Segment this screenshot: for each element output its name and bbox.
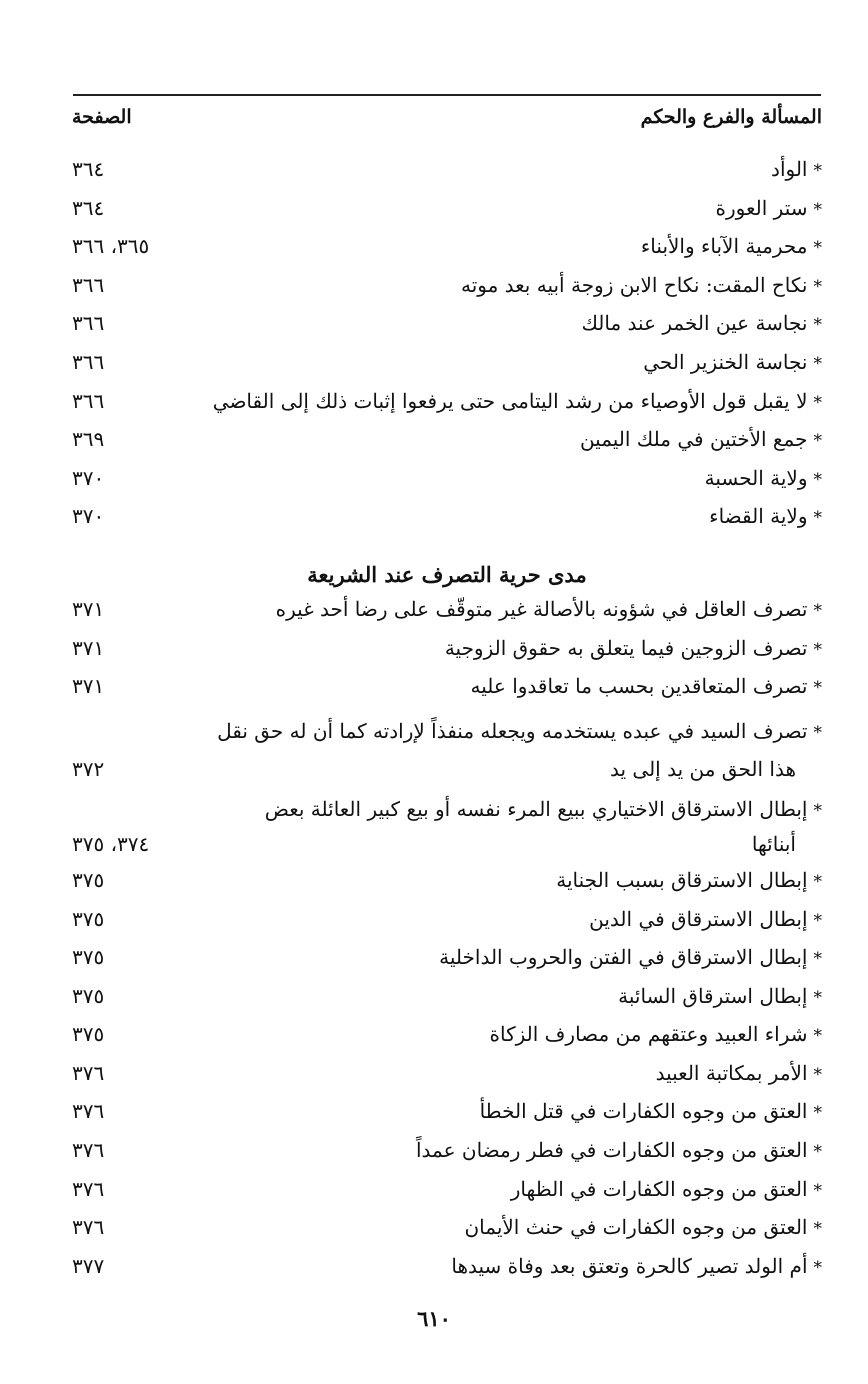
asterisk-bullet-icon: * <box>813 640 822 660</box>
asterisk-bullet-icon: * <box>813 872 822 892</box>
asterisk-bullet-icon: * <box>813 470 822 490</box>
index-entry <box>72 592 822 626</box>
entry-text: شراء العبيد وعتقهم من مصارف الزكاة <box>489 1022 808 1046</box>
entry-text-line <box>464 1210 822 1246</box>
index-entry <box>72 1056 822 1090</box>
index-entry <box>72 268 822 302</box>
entry-page-numbers: ٣٧٥ <box>72 907 105 931</box>
entry-page-numbers: ٣٧٥ <box>72 1022 105 1046</box>
entry-page-numbers: ٣٧١ <box>72 597 105 621</box>
entry-text-line <box>217 714 822 750</box>
entry-text-line <box>213 384 822 420</box>
index-entry <box>72 499 822 533</box>
entry-page-numbers: ٣٧٢ <box>72 757 105 781</box>
asterisk-bullet-icon: * <box>813 1258 822 1278</box>
asterisk-bullet-icon: * <box>813 1103 822 1123</box>
index-entry <box>72 1094 822 1128</box>
asterisk-bullet-icon: * <box>813 678 822 698</box>
entry-page-numbers: ٣٧٦ <box>72 1061 105 1085</box>
entry-text: جمع الأختين في ملك اليمين <box>579 427 808 451</box>
entry-text: إبطال استرقاق السائبة <box>618 984 808 1008</box>
entry-text: تصرف السيد في عبده يستخدمه ويجعله منفذاً لإرادته كما أن له حق نقل <box>217 719 808 743</box>
asterisk-bullet-icon: * <box>813 801 822 821</box>
index-entry <box>72 863 822 897</box>
index-entry <box>72 792 822 856</box>
entry-text-line <box>480 1094 822 1130</box>
asterisk-bullet-icon: * <box>813 277 822 297</box>
entry-page-numbers: ٣٦٩ <box>72 427 105 451</box>
entry-text: إبطال الاسترقاق الاختياري ببيع المرء نفسه أو بيع كبير العائلة بعض <box>264 797 808 821</box>
asterisk-bullet-icon: * <box>813 200 822 220</box>
page-number: ٦١٠ <box>417 1306 451 1331</box>
entry-page-numbers: ٣٦٤ <box>72 196 105 220</box>
entry-page-numbers: ٣٦٤ <box>72 157 105 181</box>
asterisk-bullet-icon: * <box>813 238 822 258</box>
index-entry <box>72 1172 822 1206</box>
entry-text-line <box>461 268 822 304</box>
entry-page-numbers: ٣٧١ <box>72 636 105 660</box>
entry-text: محرمية الآباء والأبناء <box>640 234 808 258</box>
entry-page-numbers: ٣٧٦ <box>72 1099 105 1123</box>
asterisk-bullet-icon: * <box>813 431 822 451</box>
entry-continuation: أبنائها <box>751 832 796 856</box>
entry-text: العتق من وجوه الكفارات في حنث الأيمان <box>464 1215 808 1239</box>
index-entry <box>72 152 822 186</box>
entry-text-line <box>581 306 822 342</box>
entry-text-line <box>511 1172 822 1208</box>
entry-text: الأمر بمكاتبة العبيد <box>655 1061 808 1085</box>
entry-text: إبطال الاسترقاق في الفتن والحروب الداخلية <box>439 945 808 969</box>
entry-text: أم الولد تصير كالحرة وتعتق بعد وفاة سيدها <box>451 1254 808 1278</box>
entry-page-numbers: ٣٧٦ <box>72 1138 105 1162</box>
entry-text-line <box>471 669 822 705</box>
entry-text: نكاح المقت: نكاح الابن زوجة أبيه بعد موته <box>460 273 808 297</box>
index-entry <box>72 1017 822 1051</box>
asterisk-bullet-icon: * <box>813 161 822 181</box>
index-entry <box>72 1133 822 1167</box>
index-entry <box>72 1249 822 1283</box>
asterisk-bullet-icon: * <box>813 1181 822 1201</box>
entry-page-numbers: ٣٧٥ <box>72 868 105 892</box>
entry-text: العتق من وجوه الكفارات في فطر رمضان عمداً <box>415 1138 808 1162</box>
entry-text: ولاية الحسبة <box>704 466 808 490</box>
index-entry <box>72 1210 822 1244</box>
entry-text-line <box>276 592 822 628</box>
index-entry <box>72 979 822 1013</box>
header-divider <box>73 94 821 96</box>
entry-text: نجاسة عين الخمر عند مالك <box>581 311 808 335</box>
index-entry <box>72 902 822 936</box>
entry-text-line <box>589 902 822 938</box>
entry-text: ستر العورة <box>715 196 808 220</box>
entry-page-numbers: ٣٧١ <box>72 674 105 698</box>
entry-text: إبطال الاسترقاق بسبب الجناية <box>556 868 808 892</box>
index-entry <box>72 229 822 263</box>
entry-text: تصرف العاقل في شؤونه بالأصالة غير متوقّف على رضا أحد غيره <box>275 597 808 621</box>
index-entry <box>72 306 822 340</box>
asterisk-bullet-icon: * <box>813 723 822 743</box>
entry-page-numbers: ٣٧٤، ٣٧٥ <box>72 832 150 856</box>
asterisk-bullet-icon: * <box>813 1026 822 1046</box>
index-entry <box>72 384 822 418</box>
index-entry <box>72 345 822 379</box>
entry-text: لا يقبل قول الأوصياء من رشد اليتامى حتى يرفعوا إثبات ذلك إلى القاضي <box>212 389 808 413</box>
entry-text: نجاسة الخنزير الحي <box>643 350 808 374</box>
asterisk-bullet-icon: * <box>813 508 822 528</box>
entry-text-line <box>709 499 822 535</box>
asterisk-bullet-icon: * <box>813 1142 822 1162</box>
index-entry <box>72 631 822 665</box>
entry-page-numbers: ٣٦٦ <box>72 389 105 413</box>
entry-text-line <box>641 229 822 265</box>
entry-page-numbers: ٣٦٦ <box>72 350 105 374</box>
entry-continuation: هذا الحق من يد إلى يد <box>609 757 796 781</box>
asterisk-bullet-icon: * <box>813 911 822 931</box>
asterisk-bullet-icon: * <box>813 1219 822 1239</box>
entry-page-numbers: ٣٧٠ <box>72 466 105 490</box>
entry-text-line <box>439 940 822 976</box>
asterisk-bullet-icon: * <box>813 315 822 335</box>
entry-text-line <box>490 1017 822 1053</box>
entry-text-line <box>771 152 822 188</box>
entry-text-line <box>716 191 822 227</box>
entry-text-line <box>656 1056 822 1092</box>
entry-text-line <box>451 1249 822 1285</box>
entry-page-numbers: ٣٧٦ <box>72 1215 105 1239</box>
entry-text-line <box>643 345 822 381</box>
entry-page-numbers: ٣٧٥ <box>72 945 105 969</box>
asterisk-bullet-icon: * <box>813 354 822 374</box>
entry-page-numbers: ٣٧٠ <box>72 504 105 528</box>
entry-text: تصرف المتعاقدين بحسب ما تعاقدوا عليه <box>470 674 808 698</box>
entry-text-line <box>265 792 822 828</box>
entry-text-line <box>580 422 822 458</box>
section-title: مدى حرية التصرف عند الشريعة <box>307 562 587 587</box>
entry-page-numbers: ٣٦٦ <box>72 311 105 335</box>
entry-text: تصرف الزوجين فيما يتعلق به حقوق الزوجية <box>444 636 808 660</box>
asterisk-bullet-icon: * <box>813 949 822 969</box>
asterisk-bullet-icon: * <box>813 393 822 413</box>
column-header-page: الصفحة <box>72 106 132 128</box>
entry-text: إبطال الاسترقاق في الدين <box>589 907 808 931</box>
entry-text: ولاية القضاء <box>709 504 808 528</box>
index-entry <box>72 191 822 225</box>
entry-page-numbers: ٣٧٦ <box>72 1177 105 1201</box>
asterisk-bullet-icon: * <box>813 601 822 621</box>
asterisk-bullet-icon: * <box>813 1065 822 1085</box>
entry-text-line <box>705 461 822 497</box>
entry-text-line <box>556 863 822 899</box>
index-entry <box>72 461 822 495</box>
entry-text: العتق من وجوه الكفارات في قتل الخطأ <box>479 1099 808 1123</box>
entry-text-line <box>618 979 822 1015</box>
entry-text: الوأد <box>771 157 808 181</box>
entry-page-numbers: ٣٧٧ <box>72 1254 105 1278</box>
index-entry <box>72 669 822 703</box>
index-entry <box>72 714 822 781</box>
entry-text-line <box>445 631 822 667</box>
asterisk-bullet-icon: * <box>813 988 822 1008</box>
entry-text: العتق من وجوه الكفارات في الظهار <box>510 1177 808 1201</box>
entry-text-line <box>416 1133 822 1169</box>
index-entry <box>72 940 822 974</box>
column-header-topic: المسألة والفرع والحكم <box>640 106 822 128</box>
entry-page-numbers: ٣٦٦ <box>72 273 105 297</box>
index-entry <box>72 422 822 456</box>
entry-page-numbers: ٣٧٥ <box>72 984 105 1008</box>
entry-page-numbers: ٣٦٥، ٣٦٦ <box>72 234 150 258</box>
